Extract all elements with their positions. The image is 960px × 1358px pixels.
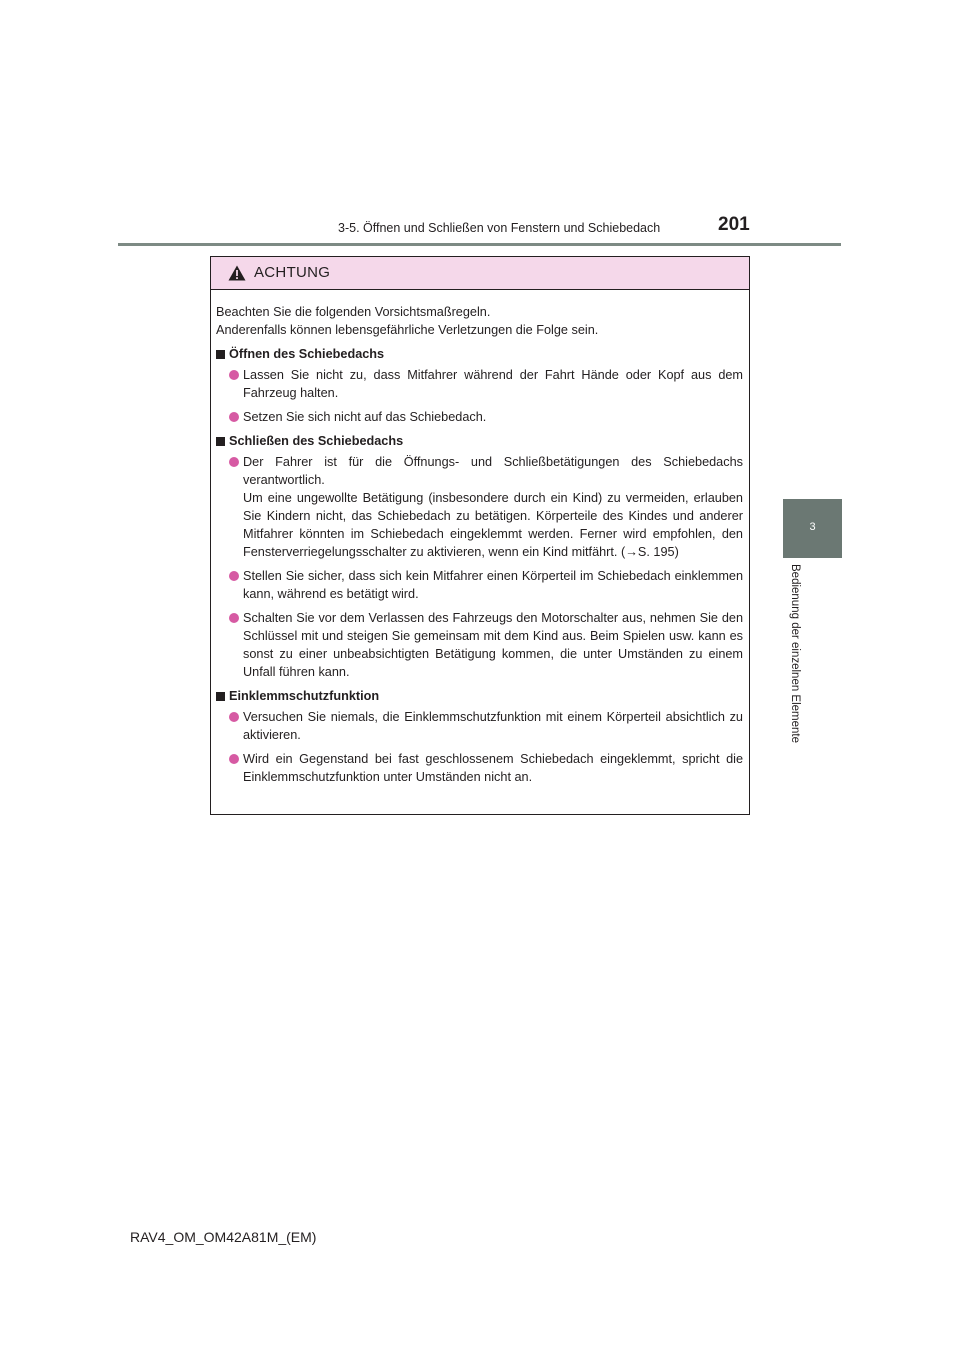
bullet-text: Der Fahrer ist für die Öffnungs- und Schließbetätigungen des Schiebedachs verantwortlich.	[243, 455, 743, 487]
header-rule	[118, 243, 841, 246]
square-bullet-icon	[216, 692, 225, 701]
section-heading	[216, 687, 743, 705]
bullet-item	[216, 567, 743, 603]
chapter-tab: 3	[783, 499, 842, 558]
bullet-item	[216, 366, 743, 402]
bullet-text: Lassen Sie nicht zu, dass Mitfahrer während der Fahrt Hände oder Kopf aus dem Fahrzeug halten.	[243, 368, 743, 400]
caution-intro	[216, 303, 743, 339]
warning-triangle-icon	[228, 265, 246, 281]
section-heading-text: Schließen des Schiebedachs	[229, 434, 404, 448]
bullet-text: Wird ein Gegenstand bei fast geschlossenem Schiebedach eingeklemmt, spricht die Einklemmschutzfunktion unter Umständen nicht an.	[243, 752, 743, 784]
bullet-item	[216, 750, 743, 786]
circle-bullet-icon	[229, 613, 239, 623]
section-heading-text: Einklemmschutzfunktion	[229, 689, 380, 703]
circle-bullet-icon	[229, 754, 239, 764]
bullet-text: Setzen Sie sich nicht auf das Schiebedach.	[243, 410, 487, 424]
caution-section	[216, 345, 743, 426]
circle-bullet-icon	[229, 412, 239, 422]
circle-bullet-icon	[229, 712, 239, 722]
section-heading-text: Öffnen des Schiebedachs	[229, 347, 385, 361]
section-heading	[216, 432, 743, 450]
bullet-text: Schalten Sie vor dem Verlassen des Fahrzeugs den Motorschalter aus, nehmen Sie den Schlüssel mit und steigen Sie gemeinsam mit dem Kind aus. Beim Spielen usw. kann es sonst zu einer unbeabsichtigten Betätigung kommen, die unter Umständen zu einem Unfall führen kann.	[243, 611, 743, 679]
caution-header	[211, 257, 749, 290]
bullet-item	[216, 609, 743, 681]
circle-bullet-icon	[229, 370, 239, 380]
bullet-text: Versuchen Sie niemals, die Einklemmschutzfunktion mit einem Körperteil absichtlich zu aktivieren.	[243, 710, 743, 742]
chapter-label-container	[789, 564, 803, 769]
caution-box	[210, 256, 750, 815]
square-bullet-icon	[216, 350, 225, 359]
caution-section	[216, 687, 743, 786]
section-title: 3-5. Öffnen und Schließen von Fenstern und Schiebedach	[338, 221, 661, 235]
page-number: 201	[718, 214, 750, 235]
bullet-item	[216, 453, 743, 561]
section-heading	[216, 345, 743, 363]
intro-line: Beachten Sie die folgenden Vorsichtsmaßregeln.	[216, 305, 491, 319]
bullet-text: Stellen Sie sicher, dass sich kein Mitfahrer einen Körperteil im Schiebedach einklemmen kann, während es betätigt wird.	[243, 569, 743, 601]
bullet-text: Um eine ungewollte Betätigung (insbesondere durch ein Kind) zu vermeiden, erlauben Sie Kindern nicht, das Schiebedach zu betätigen. Körperteile des Kindes und anderer Mitfahrer könnten im Schiebedach eingeklemmt werden. Ferner wird empfohlen, den Fensterverriegelungsschalter zu aktivieren, wenn ein Kind mitfährt. (→S. 195)	[243, 491, 743, 559]
bullet-item	[216, 708, 743, 744]
intro-line: Anderenfalls können lebensgefährliche Verletzungen die Folge sein.	[216, 323, 599, 337]
caution-title: ACHTUNG	[254, 264, 331, 281]
caution-section	[216, 432, 743, 681]
circle-bullet-icon	[229, 571, 239, 581]
caution-body	[211, 290, 749, 786]
chapter-label: Bedienung der einzelnen Elemente	[789, 564, 801, 744]
bullet-item	[216, 408, 743, 426]
circle-bullet-icon	[229, 457, 239, 467]
document-code: RAV4_OM_OM42A81M_(EM)	[130, 1229, 317, 1245]
square-bullet-icon	[216, 437, 225, 446]
